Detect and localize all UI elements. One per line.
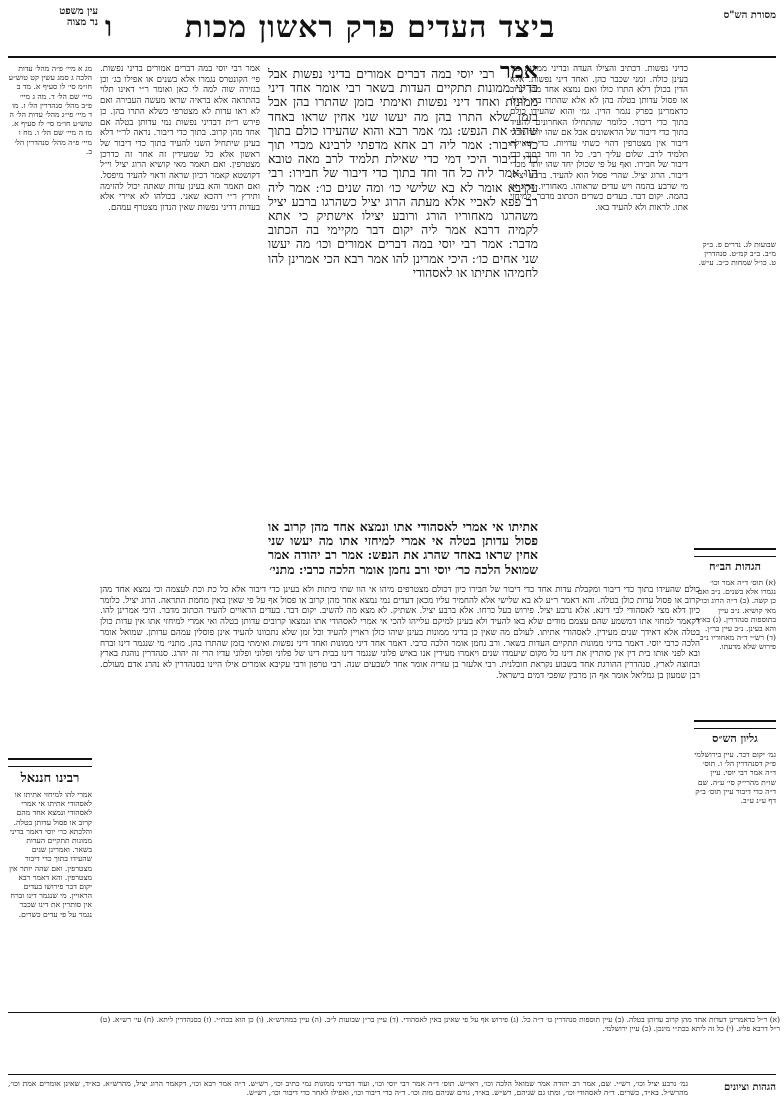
rabbenu-chananel-ornament xyxy=(8,758,92,767)
page-letter: ו xyxy=(105,10,113,43)
gilyon-notes: גמ׳ יקום דבר. עיין בירושלמי פ״ק דסנהדרין הל׳ ו. תוס׳ ד״ה אמר רבי יוסי. עיין שו״ת מהרי״ק סי׳ ע״ה. שם ד״ה כדי דיבור עיין תוס׳ ב״ק דף ע״ג ע״ב. xyxy=(694,750,776,806)
rabbenu-chananel-text: אמרי להו למיחזי אתיתו או לאסהודי אתיתו אי אמרי לאסהודי ונמצא אחד מהם קרוב או פסול עדותן בטלה. והלכתא כר׳ יוסי דאמר בדיני ממונות תתקיים העדות בשאר. ואמרינן שנים שהעידו בתוך כדי דיבור מצטרפין. ואם שהה יותר אין מצטרפין. והא דאמר רבא יקום דבר פירושו בעדים הראויין. מי שנגמר דינו וברח אין סותרין את דינו שכבר נגמר על פי עדים כשרים. xyxy=(9,790,92,919)
hagahot-bach-notes: (א) תוס׳ ד״ה אמר וכו׳ נגמרו אלא בשנים. נ״ב ואם כן קשה. (ב) ד״ה הרוג וכו׳ מאי קושיא. נ״ב עיין בתוספות סנהדרין. (ג) בא״ד והא בעינן. נ״ב עיין בר״ן. (ד) רש״י ד״ה מאחוריו נ״ב פירוש שלא מדעתו. xyxy=(695,578,776,652)
gilyon-ornament xyxy=(694,720,776,729)
footer-rule xyxy=(8,1074,776,1075)
mishnah-marker: מתני׳ xyxy=(269,561,295,577)
opening-word: אמר xyxy=(500,64,538,84)
gemara-continuation: אתיתו אי אמרי לאסהודי אתו ונמצא אחד מהן קרוב או פסול עדותן בטלה אי אמרי למיחזי אתו מה יעשו שני אחין שראו באחד שהרג את הנפש: אמר רב יהודה אמר שמואל הלכה כר׳ יוסי ורב נחמן אומר הלכה כרבי: xyxy=(268,520,538,577)
header-rule xyxy=(8,56,776,58)
tosafot-commentary: אמר רבי יוסי במה דברים אמורים בדיני נפשות. פי׳ הקונטרס נגמרו אלא בשנים או אפילו בג׳ וכן בגזירה שוה למה לי כאן ואומר ר״י דאינו תלוי בהתראה אלא בראיה שראו מעשה העבירה ואם לא ראו עדות לא מצטרפי כשלא התרו בהן. כן פירש ר״ת דבדיני נפשות נמי עדותן בטלה אם אחד מהן קרוב. בתוך כדי דיבור. נראה לר״י דלא בעינן שיתחיל השני להעיד בתוך כדי דיבור של ראשון אלא כל שמעידין זה אחר זה כדרכן מצטרפין. ואם תאמר מאי קושיא הרוג יציל וי״ל דקושטא קאמר דכיון שראה וראוי להעיד מיפסל. ואם תאמר והא בעינן עדות שאתה יכול להזימה ותירץ ר״י דהכא שאני. בכולהו לא איירי אלא בעדות דדיני נפשות שאין הנדון מצטרף עמהם. xyxy=(100,64,260,214)
ein-mishpat-notes: מג א מיי׳ פ״ה מהל׳ עדות הלכה ג סמג עשין קט טוש״ע חו״מ סי׳ לו סעיף א. מד ב מיי׳ שם הל׳ ד. מה ג מיי׳ פ״ב מהל׳ סנהדרין הל׳ ז. מו ד מיי׳ פי״ג מהל׳ עדות הל׳ ה טוש״ע חו״מ סי׳ לז סעיף א. מז ה מיי׳ שם הל׳ ו. מח ו מיי׳ פ״ה מהל׳ סנהדרין הל׳ ב. xyxy=(8,64,92,156)
bottom-footnotes: (א) ר״ל כדאמרינן דעדות אחד מהן קרוב עדותן בטלה. (ב) עיין תוספות סנהדרין ט׳ ד״ה כל. (ג) פירוש אף על פי שאינן באין לאסהודי. (ד) עיין בר״ן שבועות ל״ב. (ה) עיין במהרש״א. (ו) כן הוא בכת״י. (ז) בסנהדרין ליתא. (ח) עי׳ רש״א. (ט) ר״ל דרבא פליג. (י) כל זה ליתא בכת״י מינכן. (כ) עיין ירושלמי. xyxy=(100,1016,780,1033)
gilyon-title: גליון הש״ס xyxy=(712,732,758,745)
rashi-commentary: כדיני נפשות. דכתיב והצילו העדה ובדיני ממונות נמי בעינן כולה. זמני שכבר כהן. ואחד דיני נפשות. אלא הדין בכולן דלא התרו כולו ואם נמצא אחד מהן קרוב או פסול עדותן בטלה בהן לא אלא שהתרו בהן לכולן כדאמרינן בפרק נגמר הדין. גמ׳ והוא שהעידו כולם בתוך כדי דיבור. כלומר שהתחילו האחרונים להעיד בתוך כדי דיבור של הראשונים אבל אם שהו יותר מכדי דיבור אין מצטרפין דהוי כשתי עדויות. כדי שאילת תלמיד לרב. שלום עליך רבי. כל חד וחד בתוך כדי דיבור של חבירו. ואף על פי שכולן יחד שהו יותר מכדי דיבור. הרוג יציל. שהרי פסול הוא להעיד. ברבע יציל. מי שרבע בהמה ויש עדים שראוהו. מאחוריו. הרוג או בהמה. יקום דבר. בעדים כשרים הכתוב מדבר. למיחזי אתו. לראות ולא להעיד באו. xyxy=(510,64,688,214)
gemara-text-2 xyxy=(268,520,538,580)
gemara-box xyxy=(268,64,538,524)
ein-mishpat-label: עין משפט נר מצוה xyxy=(59,6,98,28)
middle-commentary: כולם שהעידו בתוך כדי דיבור ומקבלת עדות אחד כדי דיבור של חבירו כיון דכולם מצטרפים מיהו אי הוו שתי כיתות ולא בעינן כדי דיבור אלא כל כת וכת לעצמה וכי נמצא אחד מהן קרוב או פסול עדות כולן בטלה. והא דאמר ר״ע לא בא שלישי אלא להחמיר עליו מכאן דעדים נמי נמצא אחד מהן קרוב או פסול אף על פי שאין באין מחמת התראה. הרוג יציל. כלומר כיון דלא מצי לאסהודי לבי דינא. אלא נרבע יציל. פירוש בעל כרחו. אלא ברבע יציל. אשתיק. לא מצא מה להשיב. יקום דבר. בעדים הראויים להעיד הכתוב מדבר. היכי אמרינן להו. דקאמר למחזי אתו דמשמע שהם עצמם מודים שלא באו להעיד ולא בעינן למיקם עלייהו להכי אי אמרי לאסהודי אתו ונמצאו קרובים עדותן בטלה ואי אמרי למיחזי אתו אין עדות כולן בטלה אלא דאידך שנים מעידין. לאסהודי אתיתו. לעולם מה שאין כן בדיני ממונות בעינן שיהו כולן ראויין להעיד וכל זמן שלא נתכוונו להעיד אינן פוסלין עמהם עדותן. שמואל אומר הלכה כרבי יוסי. דאמר בדיני ממונות תתקיים העדות בשאר. ורב נחמן אומר הלכה כרבי. דאמר אחד דיני ממונות ואחד דיני נפשות ואימתי בזמן שהתרו בהן. מתני׳ מי שנגמר דינו וברח ובא לפני אותו בית דין אין סותרין את דינו כל מקום שיעמדו שנים ויאמרו מעידין אנו באיש פלוני שנגמר דינו בבית דינו של פלוני ופלוני ופלוני עדיו הרי זה יהרג. סנהדרין נוהגת בארץ ובחוצה לארץ. סנהדרין ההורגת אחד בשבוע נקראת חובלנית. רבי אלעזר בן עזריה אומר אחד לשבעים שנה. רבי טרפון ורבי עקיבא אומרים אילו היינו בסנהדרין לא נהרג אדם מעולם. רבן שמעון בן גמליאל אומר אף הן מרבין שופכי דמים בישראל. xyxy=(100,585,700,681)
hagahot-bach-title: הגהות הב״ח xyxy=(709,560,761,573)
gemara-text-1: רבי יוסי במה דברים אמורים בדיני נפשות אבל בדיני ממונות תתקיים העדות בשאר רבי אומר אחד דיני ממונות ואחד דיני נפשות ואימתי בזמן שהתרו בהן אבל בזמן שלא התרו בהן מה יעשו שני אחין שראו באחד שהרג את הנפש: גמ׳ אמר רבא והוא שהעידו כולם בתוך כדי דיבור: אמר ליה רב אחא מדפתי לרבינא מכדי תוך כדי דיבור היכי דמי כדי שאילת תלמיד לרב מאה טובא הוו אמר ליה כל חד וחד בתוך כדי דיבור של חבירו: רבי עקיבא אומר לא בא שלישי כו׳ ומה שנים כו׳: אמר ליה רב פפא לאביי אלא מעתה הרוג יציל כשהרגו ברבע יציל משהרגו מאחוריו הורג ורובע יצילו אישתיק כי אתא לקמיה דרבא אמר ליה יקום דבר מקיימי בה הכתוב מדבר: אמר רבי יוסי במה דברים אמורים וכו׳ מה יעשו שני אחים כו׳: היכי אמרינן להו אמר רבא הכי אמרינן להו לחמיהו אתיתו או לאסהודי xyxy=(268,66,538,280)
footnote-rule xyxy=(8,1012,776,1013)
rabbenu-chananel-title: רבינו חננאל xyxy=(20,771,80,786)
mesoret-hashas-label: מסורת הש"ס xyxy=(723,10,776,21)
footer-label: הגהות וציונים xyxy=(723,1082,776,1093)
footer-text: גמ׳ נרבע יציל וכו׳, רש״י. שם, אמר רב יהודה אמר שמואל הלכה וכו׳, ראי״ש. תוס׳ ד״ה אמר רבי יוסי וכו׳, ועוד דבדיני ממונות נמי כתיב וכו׳, רש״ש. ד״ה אמר רבא וכו׳, דקאמר הרוג יציל, מהרש״א. בא״ד, שאינן אומרים אמת וכו׳, מהרש״ל. בא״ד, כשרים. ד״ה לאסהודי וכו׳, ומתו גם שניהם, רש״ש. בא״ד, גורם שניהם מות וכו׳. ד״ה כדי דיבור וכו׳, ואפילו לאחר כדי דיבור וכו׳, רש״ש. xyxy=(8,1080,688,1097)
page-title: ביצד העדים פרק ראשון מכות xyxy=(184,10,556,45)
hagahot-bach-ornament xyxy=(694,548,776,557)
mesoret-notes: שבועות לג. נדרים פ. ב״ק מ״ב. ב״ב קמ״ט. סנהדרין ט. כו״ל שמחות כ״ב. ע״ש. xyxy=(698,240,776,268)
